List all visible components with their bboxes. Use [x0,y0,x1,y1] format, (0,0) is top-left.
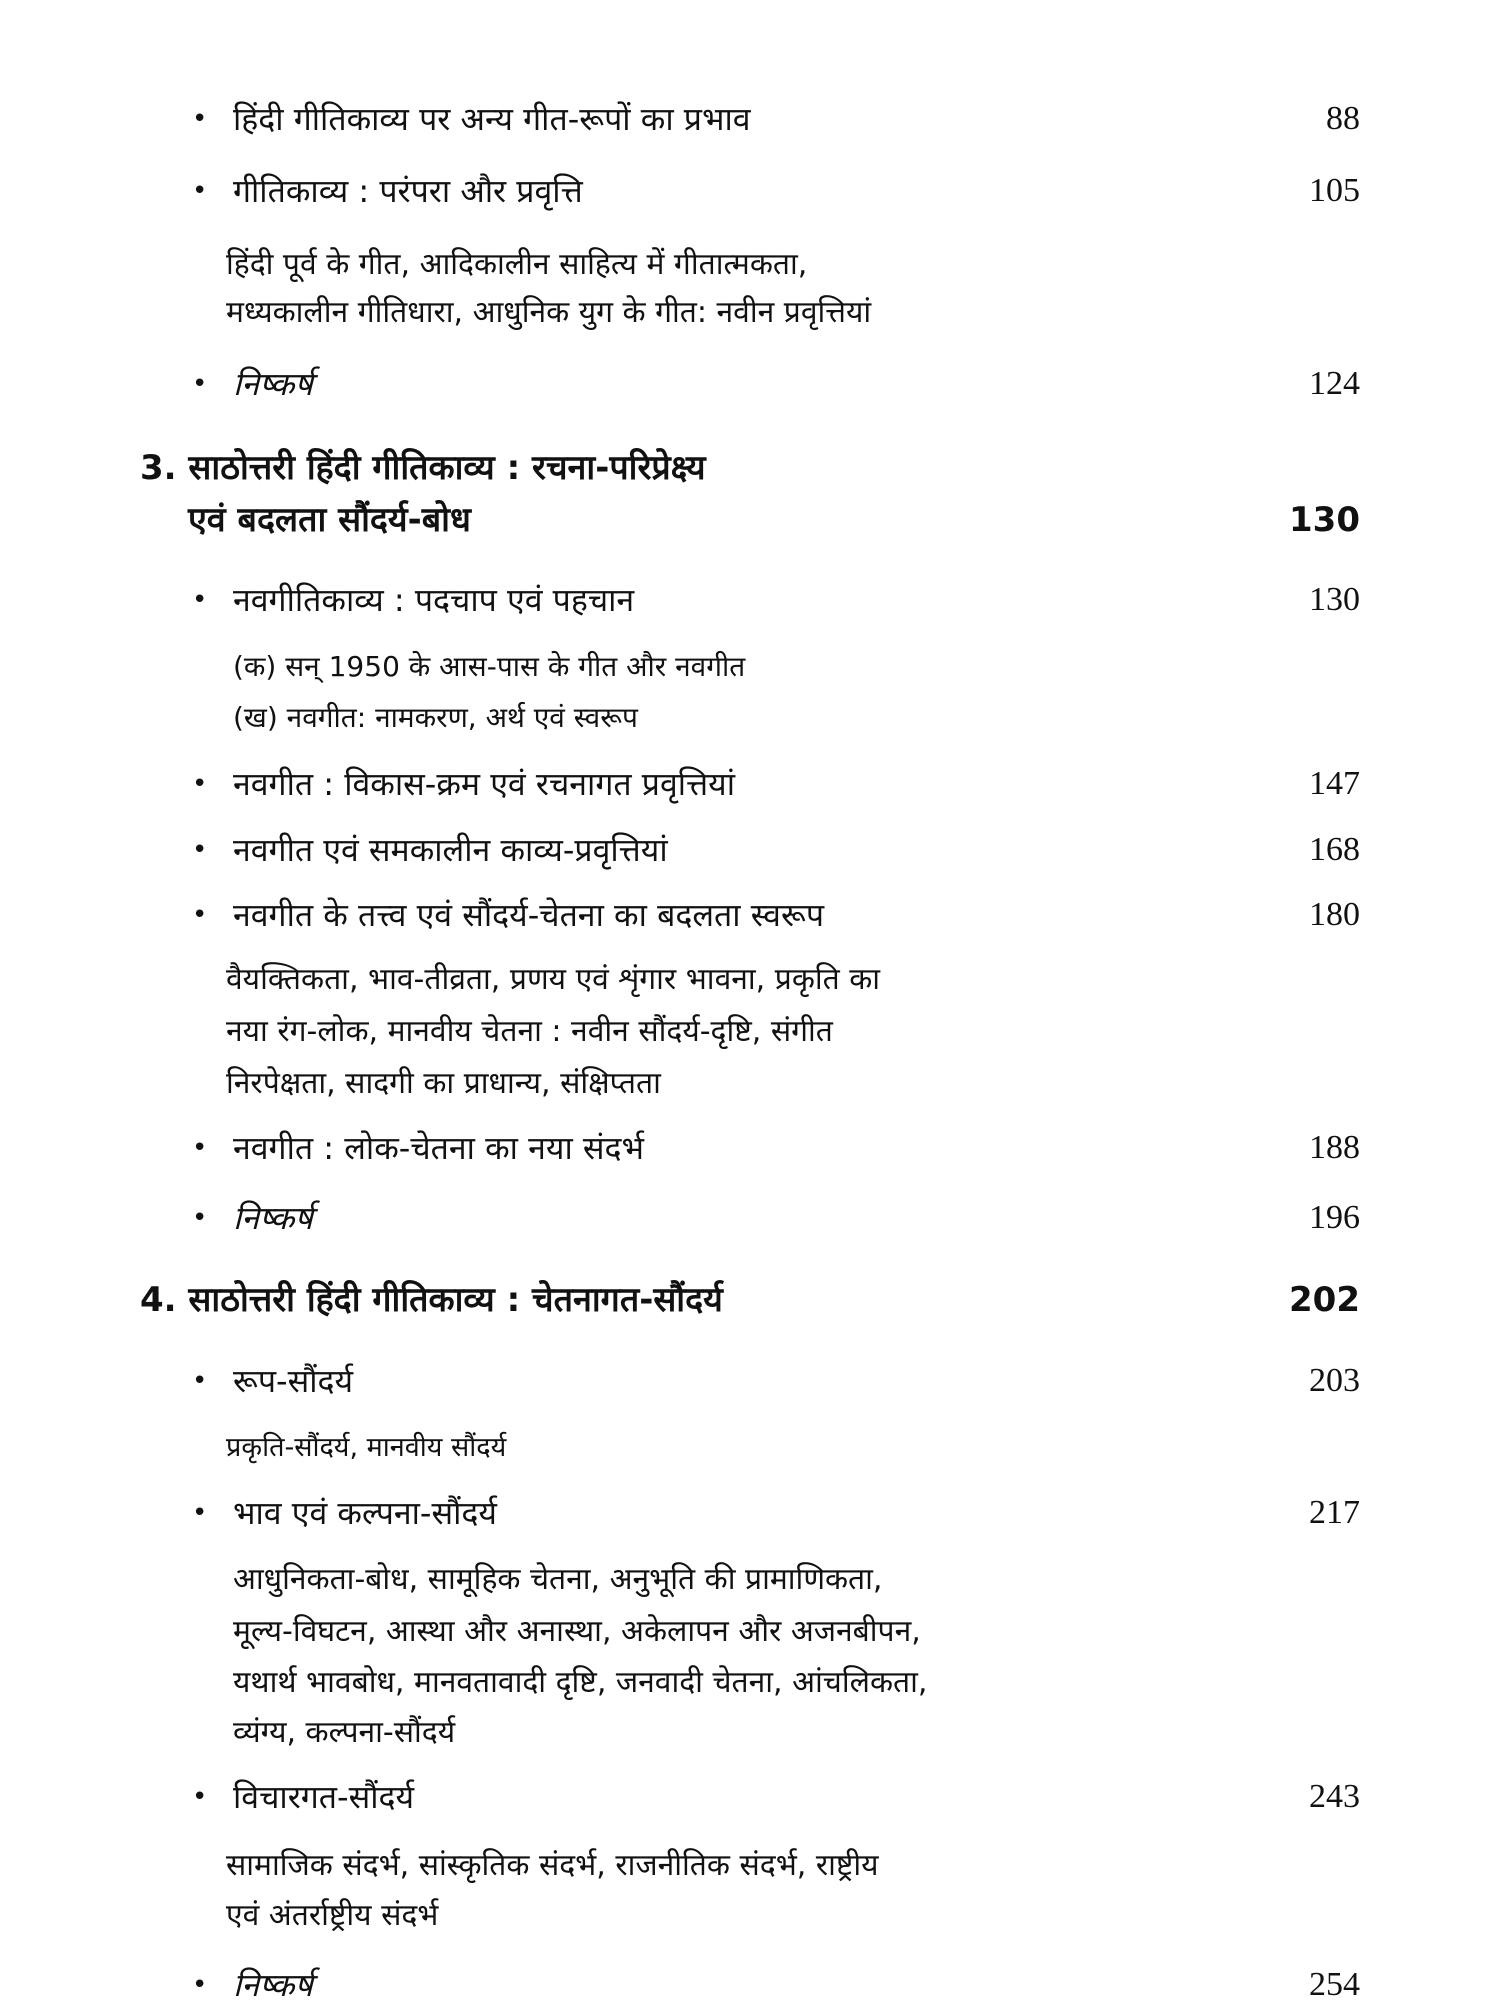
chapter-3-heading-line2: एवं बदलता सौंदर्य-बोध [188,500,471,540]
entry-description: मूल्य-विघटन, आस्था और अनास्था, अकेलापन और अजनबीपन, [233,1614,921,1649]
entry-title: हिंदी गीतिकाव्य पर अन्य गीत-रूपों का प्रभाव [233,100,751,138]
toc-entry [0,1359,1500,1403]
toc-entry [0,362,1500,406]
page-number: 130 [1309,581,1360,618]
entry-description: प्रकृति-सौंदर्य, मानवीय सौंदर्य [226,1432,507,1463]
chapter-page-number: 130 [1289,500,1360,540]
bullet: • [192,1970,208,2000]
entry-description: नया रंग-लोक, मानवीय चेतना : नवीन सौंदर्य-दृष्टि, संगीत [226,1014,833,1049]
toc-entry [0,1196,1500,1240]
sub-item: (क) सन् 1950 के आस-पास के गीत और नवगीत [233,650,746,683]
toc-entry [0,1963,1500,2007]
bullet: • [192,369,208,399]
entry-title: नवगीत एवं समकालीन काव्य-प्रवृत्तियां [233,831,668,869]
bullet: • [192,769,208,799]
bullet: • [192,1782,208,1812]
page-number: 254 [1309,1966,1360,2003]
entry-title: गीतिकाव्य : परंपरा और प्रवृत्ति [233,172,583,210]
entry-title: रूप-सौंदर्य [233,1362,354,1400]
entry-title: नवगीत : विकास-क्रम एवं रचनागत प्रवृत्तियां [233,765,736,803]
toc-entry [0,1775,1500,1819]
entry-description: आधुनिकता-बोध, सामूहिक चेतना, अनुभूति की प्रामाणिकता, [233,1562,883,1597]
entry-title: निष्कर्ष [233,365,313,403]
entry-title: नवगीतिकाव्य : पदचाप एवं पहचान [233,581,635,619]
chapter-4-heading [140,1276,723,1324]
entry-description: यथार्थ भावबोध, मानवतावादी दृष्टि, जनवादी चेतना, आंचलिकता, [233,1665,928,1700]
page-number: 147 [1309,765,1360,802]
bullet: • [192,1366,208,1396]
toc-entry [0,893,1500,937]
toc-entry [0,762,1500,806]
chapter-title: साठोत्तरी हिंदी गीतिकाव्य : रचना-परिप्रेक्ष्य [188,448,706,488]
toc-entry [0,828,1500,872]
bullet: • [192,1133,208,1163]
page-number: 168 [1309,831,1360,868]
toc-entry [0,1126,1500,1170]
entry-title: नवगीत : लोक-चेतना का नया संदर्भ [233,1129,645,1167]
page-number: 243 [1309,1778,1360,1815]
bullet: • [192,835,208,865]
entry-title: नवगीत के तत्त्व एवं सौंदर्य-चेतना का बदलता स्वरूप [233,896,825,934]
entry-description: एवं अंतर्राष्ट्रीय संदर्भ [226,1898,439,1933]
sub-item: (ख) नवगीत: नामकरण, अर्थ एवं स्वरूप [233,701,638,734]
entry-description: हिंदी पूर्व के गीत, आदिकालीन साहित्य में गीतात्मकता, [226,247,808,282]
toc-entry [0,1491,1500,1535]
entry-title: निष्कर्ष [233,1199,313,1237]
entry-description: व्यंग्य, कल्पना-सौंदर्य [233,1715,456,1750]
toc-entry [0,578,1500,622]
chapter-number: 4. [140,1280,177,1320]
bullet: • [192,104,208,134]
bullet: • [192,900,208,930]
page-number: 203 [1309,1362,1360,1399]
page-number: 196 [1309,1199,1360,1236]
page-number: 180 [1309,896,1360,933]
entry-description: सामाजिक संदर्भ, सांस्कृतिक संदर्भ, राजनीतिक संदर्भ, राष्ट्रीय [226,1848,879,1883]
page-number: 188 [1309,1129,1360,1166]
entry-description: निरपेक्षता, सादगी का प्राधान्य, संक्षिप्तता [226,1066,661,1101]
chapter-page-number: 202 [1289,1280,1360,1320]
entry-title: विचारगत-सौंदर्य [233,1778,415,1816]
entry-description: वैयक्तिकता, भाव-तीव्रता, प्रणय एवं शृंगार भावना, प्रकृति का [226,962,881,997]
chapter-title: साठोत्तरी हिंदी गीतिकाव्य : चेतनागत-सौंदर्य [188,1280,723,1320]
bullet: • [192,1203,208,1233]
bullet: • [192,585,208,615]
chapter-number: 3. [140,448,177,488]
bullet: • [192,1498,208,1528]
page-number: 124 [1309,365,1360,402]
page-number: 217 [1309,1494,1360,1531]
toc-entry [0,97,1500,141]
chapter-3-heading [140,444,706,492]
toc-entry [0,169,1500,213]
entry-title: भाव एवं कल्पना-सौंदर्य [233,1494,497,1532]
page-number: 88 [1326,100,1360,137]
bullet: • [192,176,208,206]
page-number: 105 [1309,172,1360,209]
entry-description: मध्यकालीन गीतिधारा, आधुनिक युग के गीत: नवीन प्रवृत्तियां [226,295,872,330]
entry-title: निष्कर्ष [233,1966,313,2004]
